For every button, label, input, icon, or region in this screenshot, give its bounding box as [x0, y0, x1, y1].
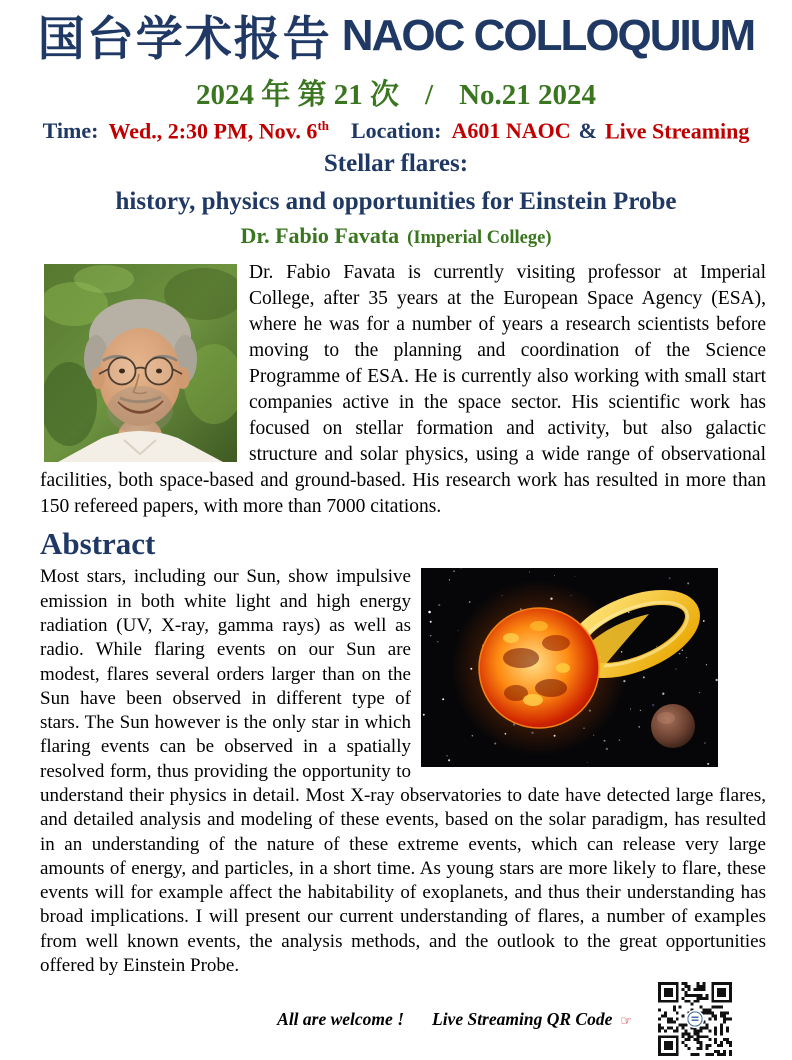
- issue-line: [0, 72, 792, 113]
- issue-number-english: No.21 2024: [459, 79, 597, 111]
- footer-text: [277, 1009, 632, 1030]
- header-title-english: NAOC COLLOQUIUM: [341, 10, 755, 60]
- footer: [0, 982, 792, 1056]
- time-label: Time:: [42, 118, 99, 144]
- header: [0, 0, 792, 69]
- qr-code: [658, 982, 732, 1056]
- speaker-line: [0, 223, 792, 249]
- bio-text: Dr. Fabio Favata is currently visiting professor at Imperial College, after 35 years at the European Space Agency (ESA), where he was for a number of years a research scientists before moving to the planning and coordination of the Science Programme of ESA. He is currently also working with small start companies active in the space sector. His scientific work has focused on stellar formation and activity, but also galactic structure and solar physics, using a wide range of observational facilities, both space-based and ground-based. His research work has resulted in more than 150 refereed papers, with more than 7000 citations.: [40, 262, 766, 518]
- pointing-hand-icon: ☞: [620, 1013, 632, 1029]
- location-label: Location:: [351, 118, 442, 144]
- talk-title-line2: history, physics and opportunities for Einstein Probe: [115, 188, 677, 216]
- live-streaming-label: Live Streaming: [604, 118, 750, 144]
- talk-title-line1: Stellar flares:: [323, 150, 469, 178]
- abstract-text: Most stars, including our Sun, show impulsive emission in both white light and high energy radiation (UV, X-ray, gamma rays) as well as radio. While flaring events on our Sun are modest, flares several orders larger than on the Sun have been observed in different type of stars. The Sun however is the only star in which flaring events can be observed in a spatially resolved form, thus providing the opportunity to understand their physics in detail. Most X-ray observatories to date have detected large flares, and detailed analysis and modeling of these events, based on the solar paradigm, has resulted in an understanding of the nature of these extreme events, which can release very large amounts of energy, and particles, in a short time. As young stars are more likely to flare, these events will for example affect the habitability of exoplanets, and thus their understanding has broad implications. I will present our current understanding of flares, a number of examples from well known events, the analysis methods, and the outlook to the great opportunities offered by Einstein Probe.: [40, 566, 766, 977]
- time-location-line: [0, 118, 792, 144]
- bio-paragraph: [40, 260, 766, 520]
- abstract-heading: Abstract: [40, 526, 156, 562]
- time-value: Wed., 2:30 PM, Nov. 6: [108, 118, 318, 144]
- header-title-chinese: 国台学术报告: [37, 12, 332, 65]
- time-ordinal: th: [317, 118, 329, 133]
- speaker-photo: [44, 264, 237, 462]
- issue-number-chinese: 2024 年 第 21 次: [195, 79, 399, 111]
- speaker-affiliation: (Imperial College): [407, 228, 552, 249]
- ampersand: &: [578, 118, 597, 144]
- speaker-name: Dr. Fabio Favata: [240, 223, 400, 249]
- location-value: A601 NAOC: [451, 118, 571, 144]
- abstract-paragraph: [40, 565, 766, 978]
- welcome-text: All are welcome !: [277, 1008, 404, 1029]
- stellar-flare-image: [421, 568, 718, 767]
- qr-label: Live Streaming QR Code: [432, 1008, 613, 1029]
- issue-separator: /: [425, 79, 434, 111]
